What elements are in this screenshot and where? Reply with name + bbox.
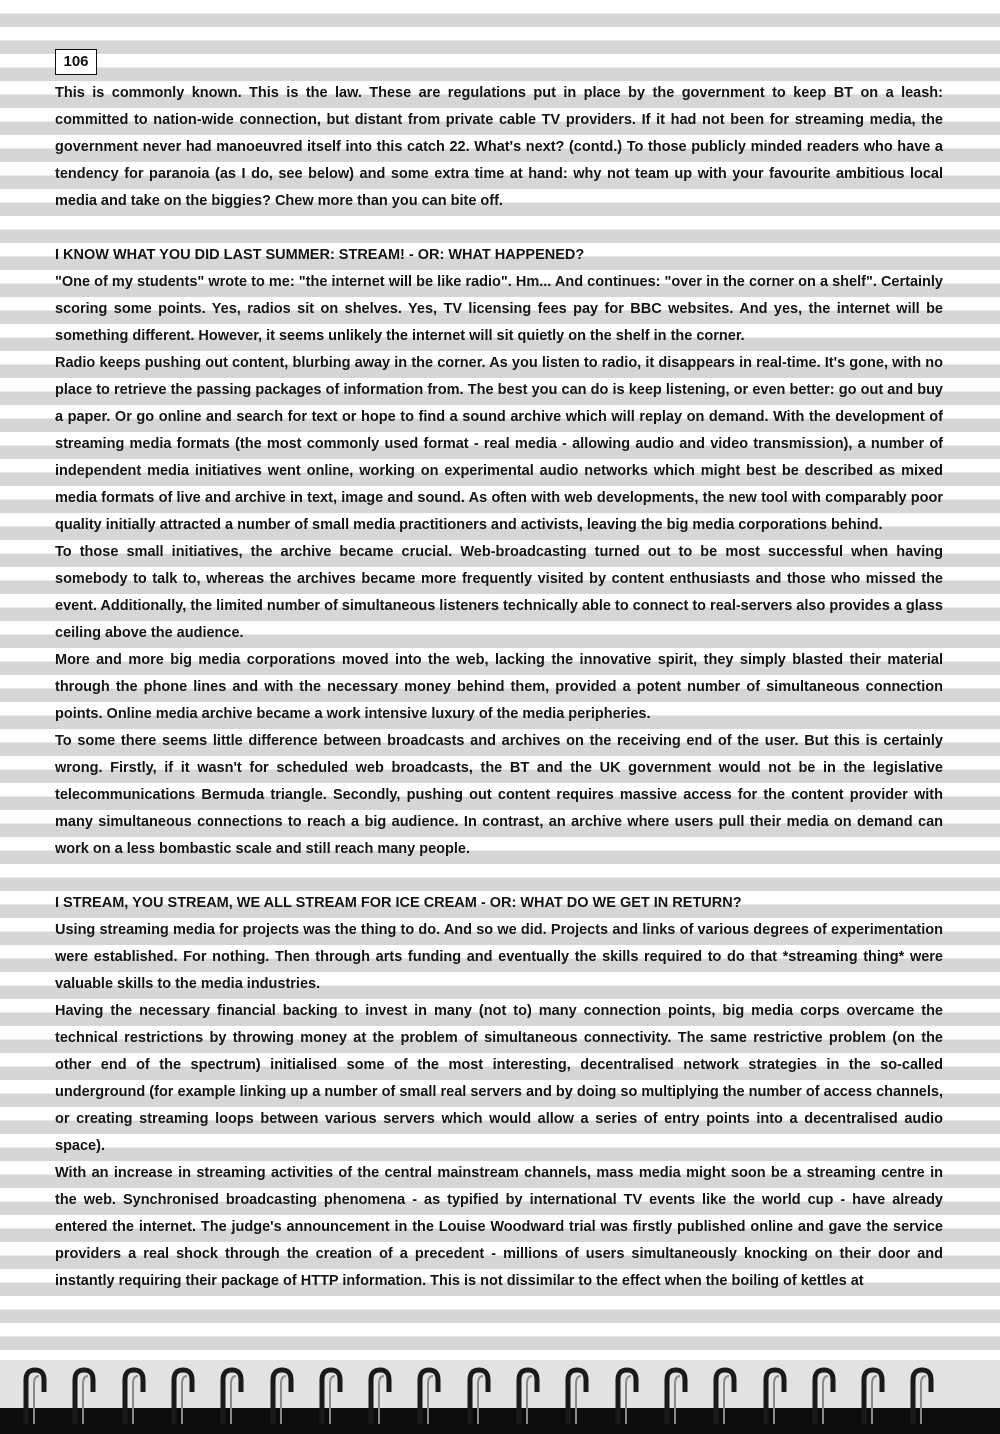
binding-ring-icon: [513, 1366, 543, 1424]
binding-ring-icon: [316, 1366, 346, 1424]
binding-ring-icon: [464, 1366, 494, 1424]
spacer: [55, 863, 943, 890]
binding-ring-icon: [858, 1366, 888, 1424]
binding-ring-icon: [661, 1366, 691, 1424]
binding-ring-icon: [710, 1366, 740, 1424]
spacer: [55, 215, 943, 242]
article-body: [55, 80, 943, 1295]
paragraph: To those small initiatives, the archive became crucial. Web-broadcasting turned out to be most successful when having somebody to talk to, whereas the archives became more frequently visited by content enthusiasts and those who missed the event. Additionally, the limited number of simultaneous listeners technically able to connect to real-servers also provides a glass ceiling above the audience.: [55, 544, 943, 641]
page-number: 106: [55, 49, 97, 75]
paragraph: Radio keeps pushing out content, blurbing away in the corner. As you listen to radio, it disappears in real-time. It's gone, with no place to retrieve the passing packages of information from. The best you can do is keep listening, or even better: go out and buy a paper. Or go online and search for text or hope to find a sound archive which will replay on demand. With the development of streaming media formats (the most commonly used format - real media - allowing audio and video transmission), a number of independent media initiatives went online, working on experimental audio networks which might best be described as mixed media formats of live and archive in text, image and sound. As often with web developments, the new tool with comparably poor quality initially attracted a number of small media practitioners and activists, leaving the big media corporations behind.: [55, 355, 943, 533]
binding-ring-icon: [809, 1366, 839, 1424]
section-heading-what-in-return: I STREAM, YOU STREAM, WE ALL STREAM FOR ICE CREAM - OR: WHAT DO WE GET IN RETURN?: [55, 895, 742, 911]
binding-ring-icon: [414, 1366, 444, 1424]
spiral-binding: [0, 1360, 1000, 1434]
binding-ring-icon: [760, 1366, 790, 1424]
paragraph: To some there seems little difference between broadcasts and archives on the receiving end of the user. But this is certainly wrong. Firstly, if it wasn't for scheduled web broadcasts, the BT and the UK government would not be in the legislative telecommunications Bermuda triangle. Secondly, pushing out content requires massive access for the content provider with many simultaneous connections to reach a big audience. In contrast, an archive where users pull their media on demand can work on a less bombastic scale and still reach many people.: [55, 733, 943, 857]
binding-ring-icon: [168, 1366, 198, 1424]
binding-strip: [0, 1408, 1000, 1434]
binding-ring-icon: [907, 1366, 937, 1424]
paragraph: "One of my students" wrote to me: "the internet will be like radio". Hm... And continues: "over in the corner on a shelf". Certainly scoring some points. Yes, radios sit on shelves. Yes, TV licensing fees pay for BBC websites. And yes, the internet will be something different. However, it seems unlikely the internet will sit quietly on the shelf in the corner.: [55, 274, 943, 344]
binding-ring-icon: [119, 1366, 149, 1424]
binding-ring-icon: [69, 1366, 99, 1424]
binding-ring-icon: [562, 1366, 592, 1424]
paragraph: More and more big media corporations moved into the web, lacking the innovative spirit, they simply blasted their material through the phone lines and with the necessary money behind them, provided a potent number of simultaneous connection points. Online media archive became a work intensive luxury of the media peripheries.: [55, 652, 943, 722]
section-heading-what-happened: I KNOW WHAT YOU DID LAST SUMMER: STREAM! - OR: WHAT HAPPENED?: [55, 247, 585, 263]
binding-ring-icon: [20, 1366, 50, 1424]
binding-ring-icon: [267, 1366, 297, 1424]
paragraph: Using streaming media for projects was the thing to do. And so we did. Projects and links of various degrees of experimentation were established. For nothing. Then through arts funding and eventually the skills required to do that *streaming thing* were valuable skills to the media industries.: [55, 922, 943, 992]
binding-ring-icon: [217, 1366, 247, 1424]
binding-ring-icon: [612, 1366, 642, 1424]
paragraph-intro: This is commonly known. This is the law. These are regulations put in place by the government to keep BT on a leash: committed to nation-wide connection, but distant from private cable TV providers. If it had not been for streaming media, the government never had manoeuvred itself into this catch 22. What's next? (contd.) To those publicly minded readers who have a tendency for paranoia (as I do, see below) and some extra time at hand: why not team up with your favourite ambitious local media and take on the biggies? Chew more than you can bite off.: [55, 85, 943, 209]
paragraph: Having the necessary financial backing to invest in many (not to) many connection points, big media corps overcame the technical restrictions by throwing money at the problem of simultaneous connectivity. The same restrictive problem (on the other end of the spectrum) initialised some of the most interesting, decentralised network strategies in the so-called underground (for example linking up a number of small real servers and by doing so multiplying the number of access channels, or creating streaming loops between various servers which would allow a series of entry points into a decentralised audio space).: [55, 1003, 943, 1154]
binding-ring-icon: [365, 1366, 395, 1424]
paragraph: With an increase in streaming activities of the central mainstream channels, mass media might soon be a streaming centre in the web. Synchronised broadcasting phenomena - as typified by international TV events like the world cup - have already entered the internet. The judge's announcement in the Louise Woodward trial was firstly published online and gave the service providers a real shock through the creation of a precedent - millions of users simultaneously knocking on their door and instantly requiring their package of HTTP information. This is not dissimilar to the effect when the boiling of kettles at: [55, 1165, 943, 1289]
